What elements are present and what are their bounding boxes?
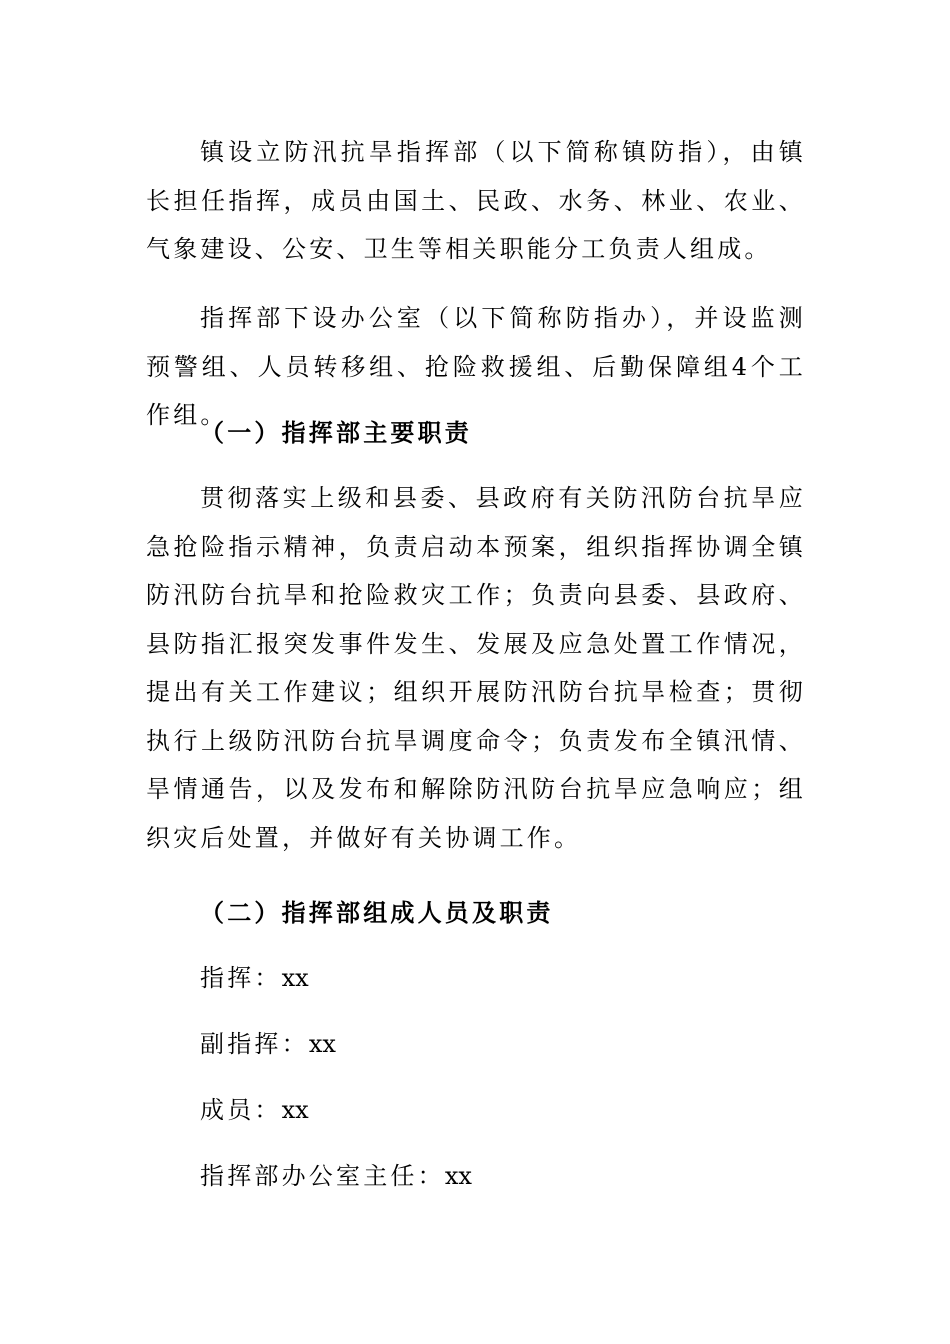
member-label: 成员： — [200, 1096, 282, 1124]
section-heading-members — [146, 897, 806, 929]
member-value: xx — [444, 1162, 472, 1190]
member-label: 指挥部办公室主任： — [200, 1162, 445, 1190]
section-heading-main-duties — [146, 417, 806, 449]
paragraph-office-setup: 指挥部下设办公室（以下简称防指办），并设监测预警组、人员转移组、抢险救援组、后勤保障组4个工作组。 — [146, 304, 806, 429]
member-row-office-director — [200, 1160, 472, 1192]
paragraph-command-setup: 镇设立防汛抗旱指挥部（以下简称镇防指），由镇长担任指挥，成员由国土、民政、水务、林业、农业、气象建设、公安、卫生等相关职能分工负责人组成。 — [146, 138, 806, 263]
member-row-commander — [200, 962, 309, 994]
member-row-members — [200, 1094, 309, 1126]
section-heading-members-text: （二）指挥部组成人员及职责 — [200, 898, 554, 927]
member-label: 副指挥： — [200, 1030, 309, 1058]
member-value: xx — [281, 1096, 309, 1124]
member-row-deputy-commander — [200, 1028, 336, 1060]
member-value: xx — [308, 1030, 336, 1058]
member-label: 指挥： — [200, 964, 282, 992]
section-heading-main-duties-text: （一）指挥部主要职责 — [200, 418, 472, 447]
member-value: xx — [281, 964, 309, 992]
paragraph-main-duties: 贯彻落实上级和县委、县政府有关防汛防台抗旱应急抢险指示精神，负责启动本预案，组织指挥协调全镇防汛防台抗旱和抢险救灾工作；负责向县委、县政府、县防指汇报突发事件发生、发展及应急处置工作情况，提出有关工作建议；组织开展防汛防台抗旱检查；贯彻执行上级防汛防台抗旱调度命令；负责发布全镇汛情、旱情通告，以及发布和解除防汛防台抗旱应急响应；组织灾后处置，并做好有关协调工作。 — [146, 484, 806, 852]
